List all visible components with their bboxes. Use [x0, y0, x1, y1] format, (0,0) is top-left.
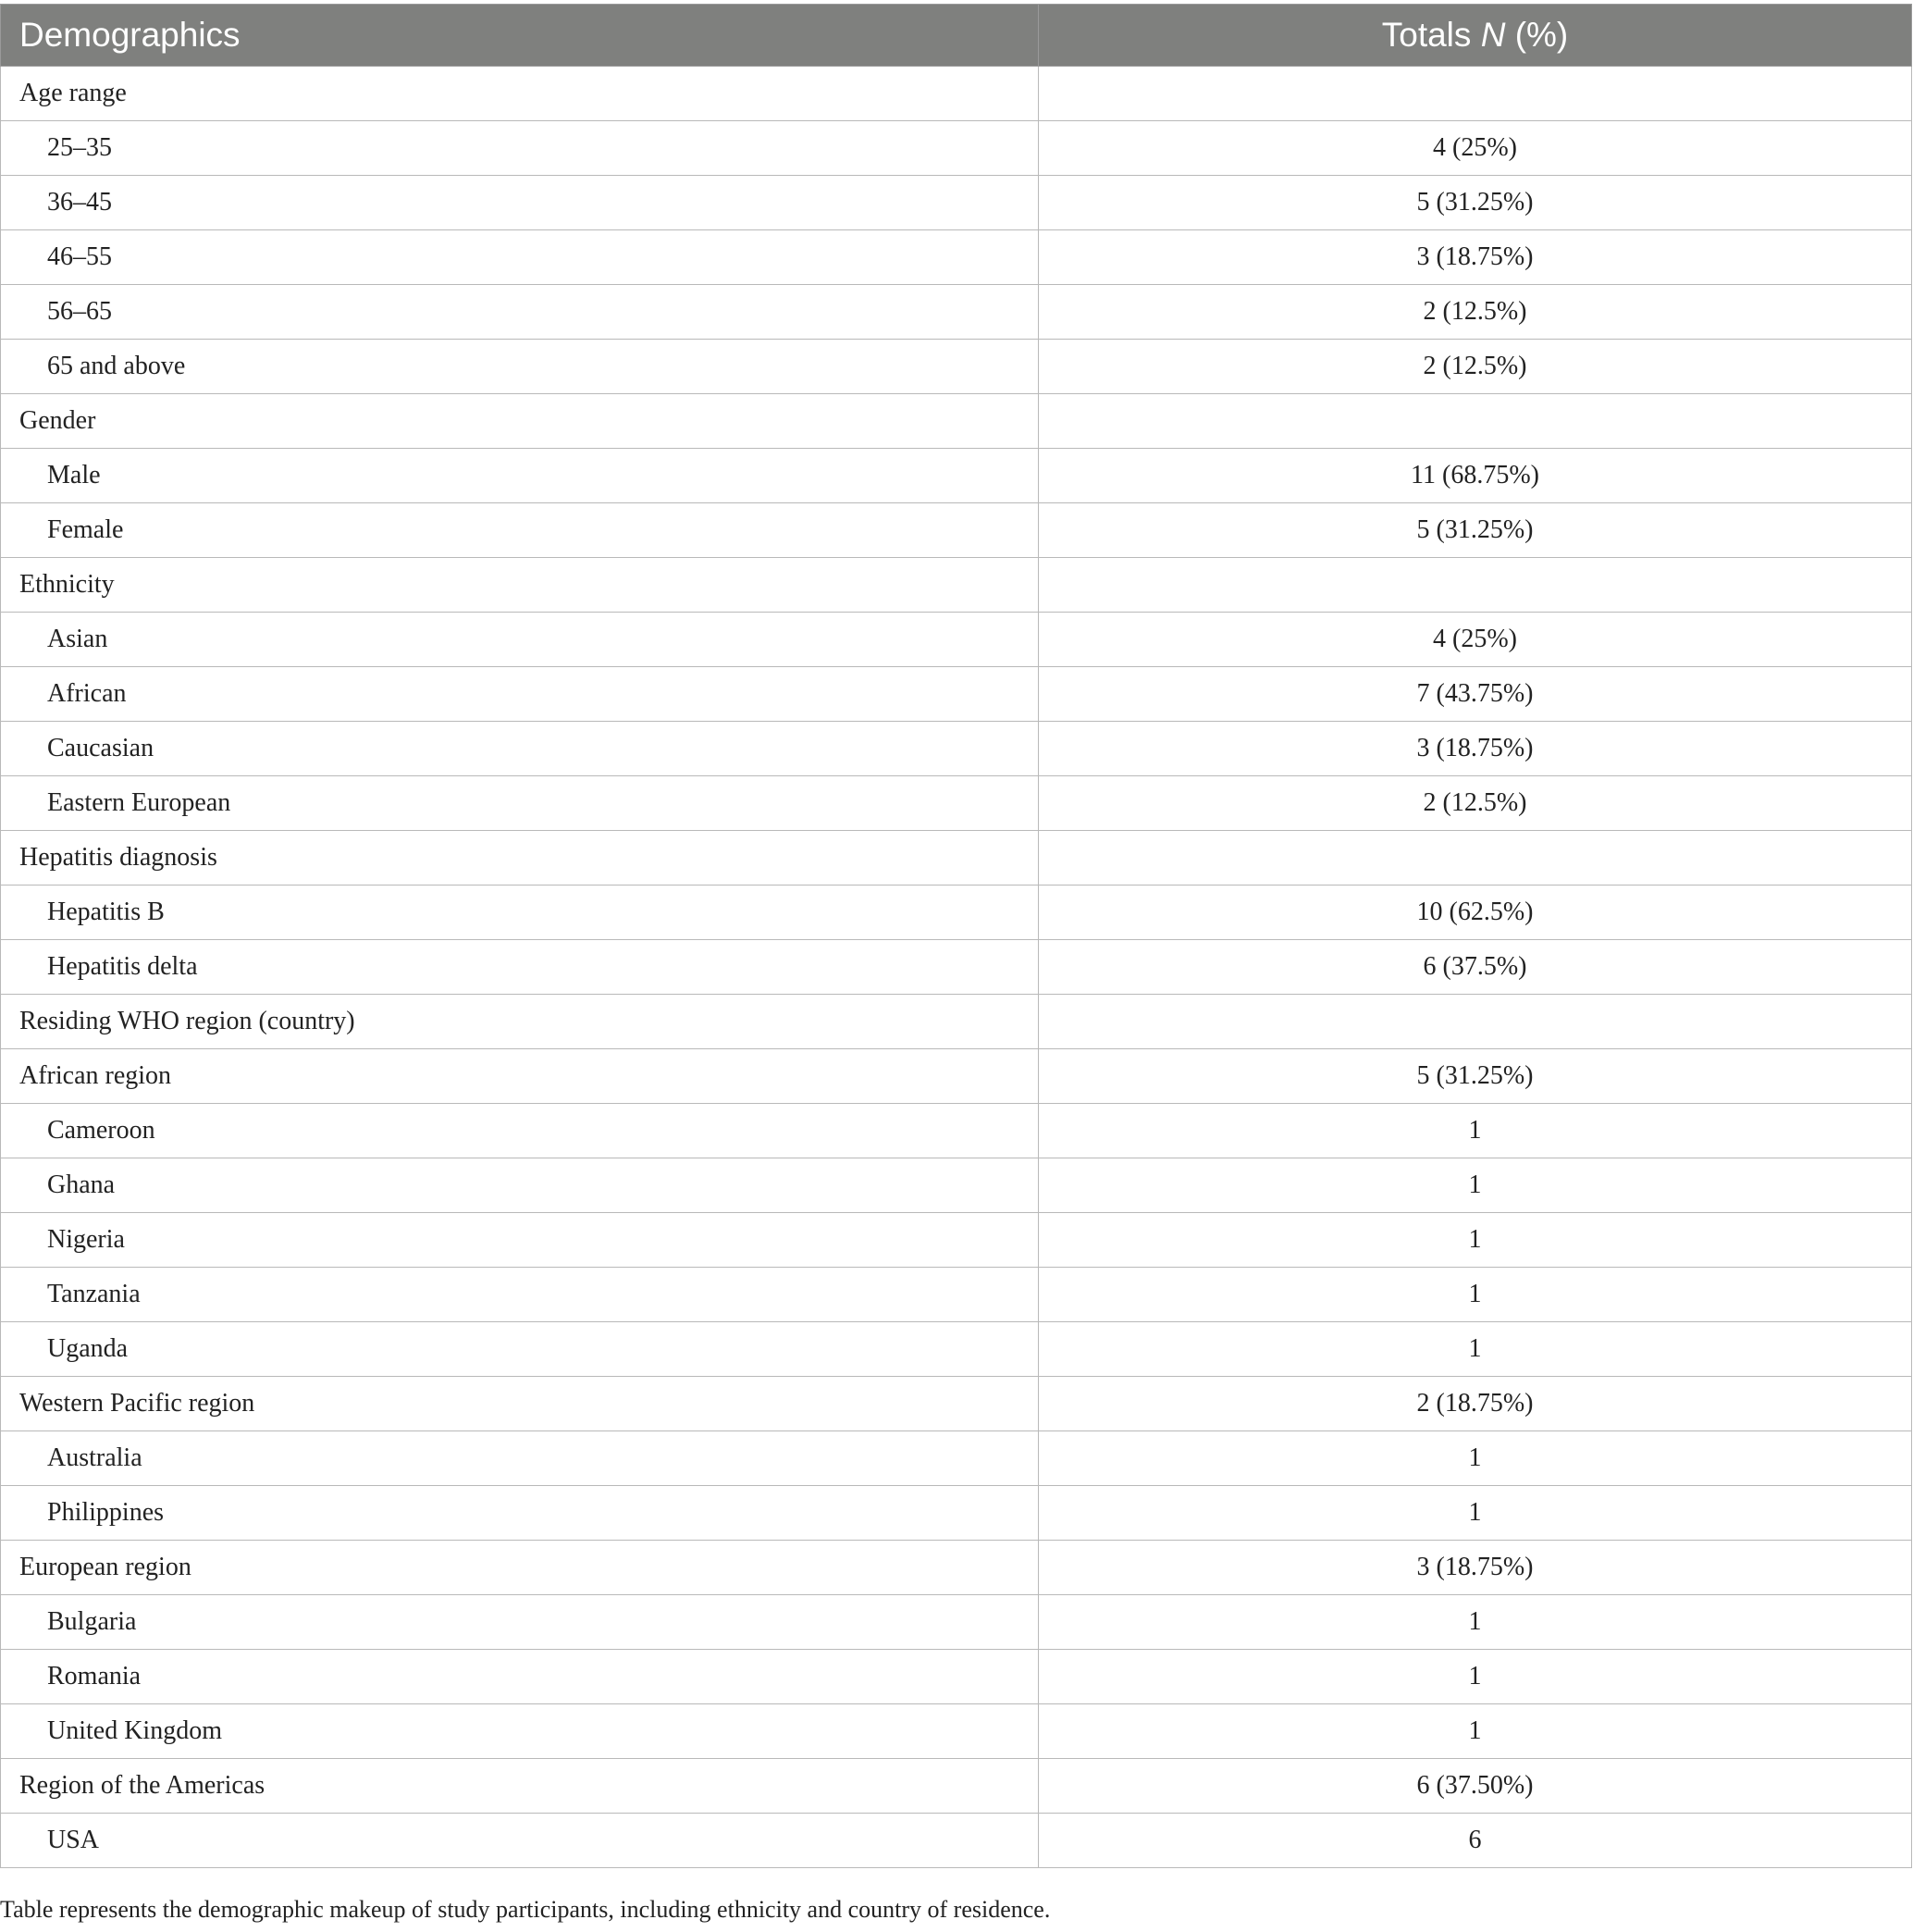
table-row: [1, 722, 1912, 776]
row-value: [1039, 831, 1912, 886]
row-label: Romania: [1, 1650, 1039, 1704]
row-value: 4 (25%): [1039, 613, 1912, 667]
table-body: [1, 67, 1912, 1868]
row-label: USA: [1, 1814, 1039, 1868]
row-value: 1: [1039, 1104, 1912, 1158]
table-caption: Table represents the demographic makeup of study participants, including ethnicity and country of residence.: [0, 1896, 1051, 1923]
table-row: [1, 1431, 1912, 1486]
table-row: [1, 1268, 1912, 1322]
table-row: [1, 940, 1912, 995]
row-value: 7 (43.75%): [1039, 667, 1912, 722]
table-row: [1, 503, 1912, 558]
row-value: 1: [1039, 1158, 1912, 1213]
row-value: [1039, 558, 1912, 613]
row-label: Western Pacific region: [1, 1377, 1039, 1431]
row-value: 5 (31.25%): [1039, 1049, 1912, 1104]
header-totals-n: N: [1480, 16, 1506, 54]
row-value: 5 (31.25%): [1039, 176, 1912, 230]
row-value: [1039, 995, 1912, 1049]
row-label: United Kingdom: [1, 1704, 1039, 1759]
table-row: [1, 667, 1912, 722]
table-row: [1, 1704, 1912, 1759]
row-value: 1: [1039, 1268, 1912, 1322]
row-label: Gender: [1, 394, 1039, 449]
header-totals-prefix: Totals: [1381, 16, 1481, 54]
row-value: 3 (18.75%): [1039, 722, 1912, 776]
row-label: Residing WHO region (country): [1, 995, 1039, 1049]
table-row: [1, 1158, 1912, 1213]
row-value: 1: [1039, 1704, 1912, 1759]
table-header: [1, 5, 1912, 67]
row-label: Male: [1, 449, 1039, 503]
table-row: [1, 1486, 1912, 1541]
row-label: 25–35: [1, 121, 1039, 176]
row-value: 10 (62.5%): [1039, 886, 1912, 940]
table-row: [1, 285, 1912, 340]
row-value: 3 (18.75%): [1039, 230, 1912, 285]
table-row: [1, 1377, 1912, 1431]
table-row: [1, 558, 1912, 613]
row-value: 6: [1039, 1814, 1912, 1868]
row-value: 4 (25%): [1039, 121, 1912, 176]
table-row: [1, 1595, 1912, 1650]
row-label: Uganda: [1, 1322, 1039, 1377]
row-label: Caucasian: [1, 722, 1039, 776]
row-label: Hepatitis B: [1, 886, 1039, 940]
row-label: Cameroon: [1, 1104, 1039, 1158]
row-value: 1: [1039, 1431, 1912, 1486]
row-label: Hepatitis delta: [1, 940, 1039, 995]
table-row: [1, 831, 1912, 886]
row-value: 6 (37.50%): [1039, 1759, 1912, 1814]
header-row: [1, 5, 1912, 67]
row-value: [1039, 394, 1912, 449]
row-label: Philippines: [1, 1486, 1039, 1541]
row-label: Nigeria: [1, 1213, 1039, 1268]
row-value: 2 (18.75%): [1039, 1377, 1912, 1431]
row-label: 65 and above: [1, 340, 1039, 394]
row-label: Eastern European: [1, 776, 1039, 831]
table-row: [1, 1049, 1912, 1104]
row-value: 1: [1039, 1486, 1912, 1541]
table-row: [1, 1814, 1912, 1868]
table-row: [1, 1322, 1912, 1377]
table-row: [1, 613, 1912, 667]
table-row: [1, 230, 1912, 285]
row-label: Australia: [1, 1431, 1039, 1486]
table-row: [1, 1213, 1912, 1268]
row-label: Region of the Americas: [1, 1759, 1039, 1814]
row-value: 11 (68.75%): [1039, 449, 1912, 503]
table-row: [1, 449, 1912, 503]
row-label: 36–45: [1, 176, 1039, 230]
row-value: 5 (31.25%): [1039, 503, 1912, 558]
row-value: 1: [1039, 1322, 1912, 1377]
table-row: [1, 1541, 1912, 1595]
row-label: African: [1, 667, 1039, 722]
row-label: Ghana: [1, 1158, 1039, 1213]
header-demographics: Demographics: [1, 5, 1039, 67]
row-label: Ethnicity: [1, 558, 1039, 613]
row-value: 6 (37.5%): [1039, 940, 1912, 995]
table-row: [1, 340, 1912, 394]
table-row: [1, 121, 1912, 176]
table-row: [1, 1104, 1912, 1158]
row-label: Female: [1, 503, 1039, 558]
table-row: [1, 886, 1912, 940]
row-value: 1: [1039, 1595, 1912, 1650]
row-label: Hepatitis diagnosis: [1, 831, 1039, 886]
row-label: Bulgaria: [1, 1595, 1039, 1650]
row-value: 3 (18.75%): [1039, 1541, 1912, 1595]
demographics-table-container: [0, 4, 1911, 1868]
table-row: [1, 1650, 1912, 1704]
row-label: Age range: [1, 67, 1039, 121]
demographics-table: [0, 4, 1912, 1868]
row-value: 1: [1039, 1650, 1912, 1704]
row-value: [1039, 67, 1912, 121]
row-value: 2 (12.5%): [1039, 285, 1912, 340]
row-label: European region: [1, 1541, 1039, 1595]
table-row: [1, 67, 1912, 121]
row-label: Asian: [1, 613, 1039, 667]
row-value: 2 (12.5%): [1039, 776, 1912, 831]
table-row: [1, 995, 1912, 1049]
table-row: [1, 394, 1912, 449]
row-label: African region: [1, 1049, 1039, 1104]
row-label: Tanzania: [1, 1268, 1039, 1322]
header-totals: [1039, 5, 1912, 67]
row-value: 2 (12.5%): [1039, 340, 1912, 394]
header-totals-suffix: (%): [1505, 16, 1569, 54]
table-row: [1, 776, 1912, 831]
table-row: [1, 1759, 1912, 1814]
row-label: 46–55: [1, 230, 1039, 285]
row-label: 56–65: [1, 285, 1039, 340]
row-value: 1: [1039, 1213, 1912, 1268]
table-row: [1, 176, 1912, 230]
